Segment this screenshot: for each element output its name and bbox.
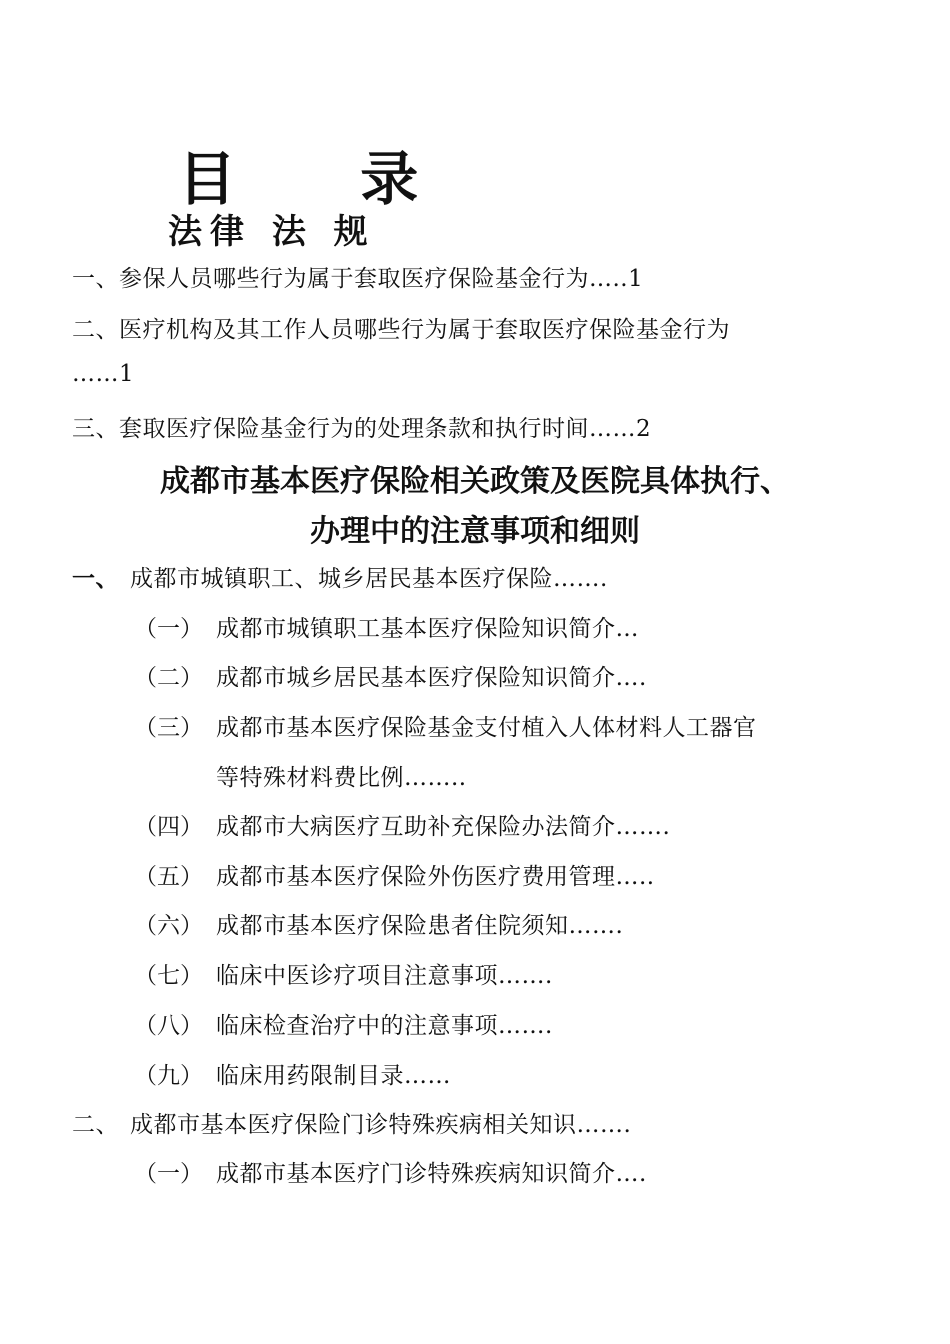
section-heading-line2: 办理中的注意事项和细则 — [310, 514, 640, 549]
sub-item-number: （六） — [134, 913, 203, 939]
part-number: 二、 — [72, 1112, 119, 1138]
sub-item-text: 临床中医诊疗项目注意事项……. — [216, 963, 553, 989]
section-heading-line1: 成都市基本医疗保险相关政策及医院具体执行、 — [160, 464, 790, 499]
sub-item-number: （一） — [134, 1161, 203, 1187]
sub-item-text: 临床用药限制目录…… — [216, 1063, 451, 1089]
sub-item-text: 成都市城乡居民基本医疗保险知识简介…. — [216, 665, 647, 691]
sub-item-number: （七） — [134, 963, 203, 989]
sub-item-number: （九） — [134, 1063, 203, 1089]
sub-item-text: 成都市基本医疗门诊特殊疾病知识简介…. — [216, 1161, 647, 1187]
laws-subtitle: 法律 法 规 — [168, 212, 376, 252]
part-title: 成都市城镇职工、城乡居民基本医疗保险……. — [130, 566, 608, 592]
toc-entry-continuation: ……1 — [72, 361, 135, 387]
toc-entry: 二、医疗机构及其工作人员哪些行为属于套取医疗保险基金行为 — [72, 317, 730, 343]
toc-entry: 一、参保人员哪些行为属于套取医疗保险基金行为…..1 — [72, 266, 644, 292]
sub-item-number: （三） — [134, 715, 203, 741]
sub-item-number: （五） — [134, 864, 203, 890]
sub-item-text: 成都市基本医疗保险患者住院须知……. — [216, 913, 624, 939]
part-number: 一、 — [72, 565, 119, 592]
sub-item-number: （二） — [134, 665, 203, 691]
sub-item-number: （一） — [134, 616, 203, 642]
sub-item-text: 成都市基本医疗保险外伤医疗费用管理….. — [216, 864, 655, 890]
sub-item-number: （四） — [134, 814, 203, 840]
sub-item-text: 成都市大病医疗互助补充保险办法简介……. — [216, 814, 671, 840]
sub-item-text: 成都市城镇职工基本医疗保险知识简介… — [216, 616, 639, 642]
sub-item-text-continuation: 等特殊材料费比例…….. — [216, 765, 467, 791]
sub-item-number: （八） — [134, 1013, 203, 1039]
toc-entry: 三、套取医疗保险基金行为的处理条款和执行时间……2 — [72, 416, 652, 442]
toc-title: 目 录 — [178, 145, 471, 213]
part-title: 成都市基本医疗保险门诊特殊疾病相关知识……. — [130, 1112, 632, 1138]
sub-item-text: 临床检查治疗中的注意事项……. — [216, 1013, 553, 1039]
sub-item-text: 成都市基本医疗保险基金支付植入人体材料人工器官 — [216, 715, 757, 741]
